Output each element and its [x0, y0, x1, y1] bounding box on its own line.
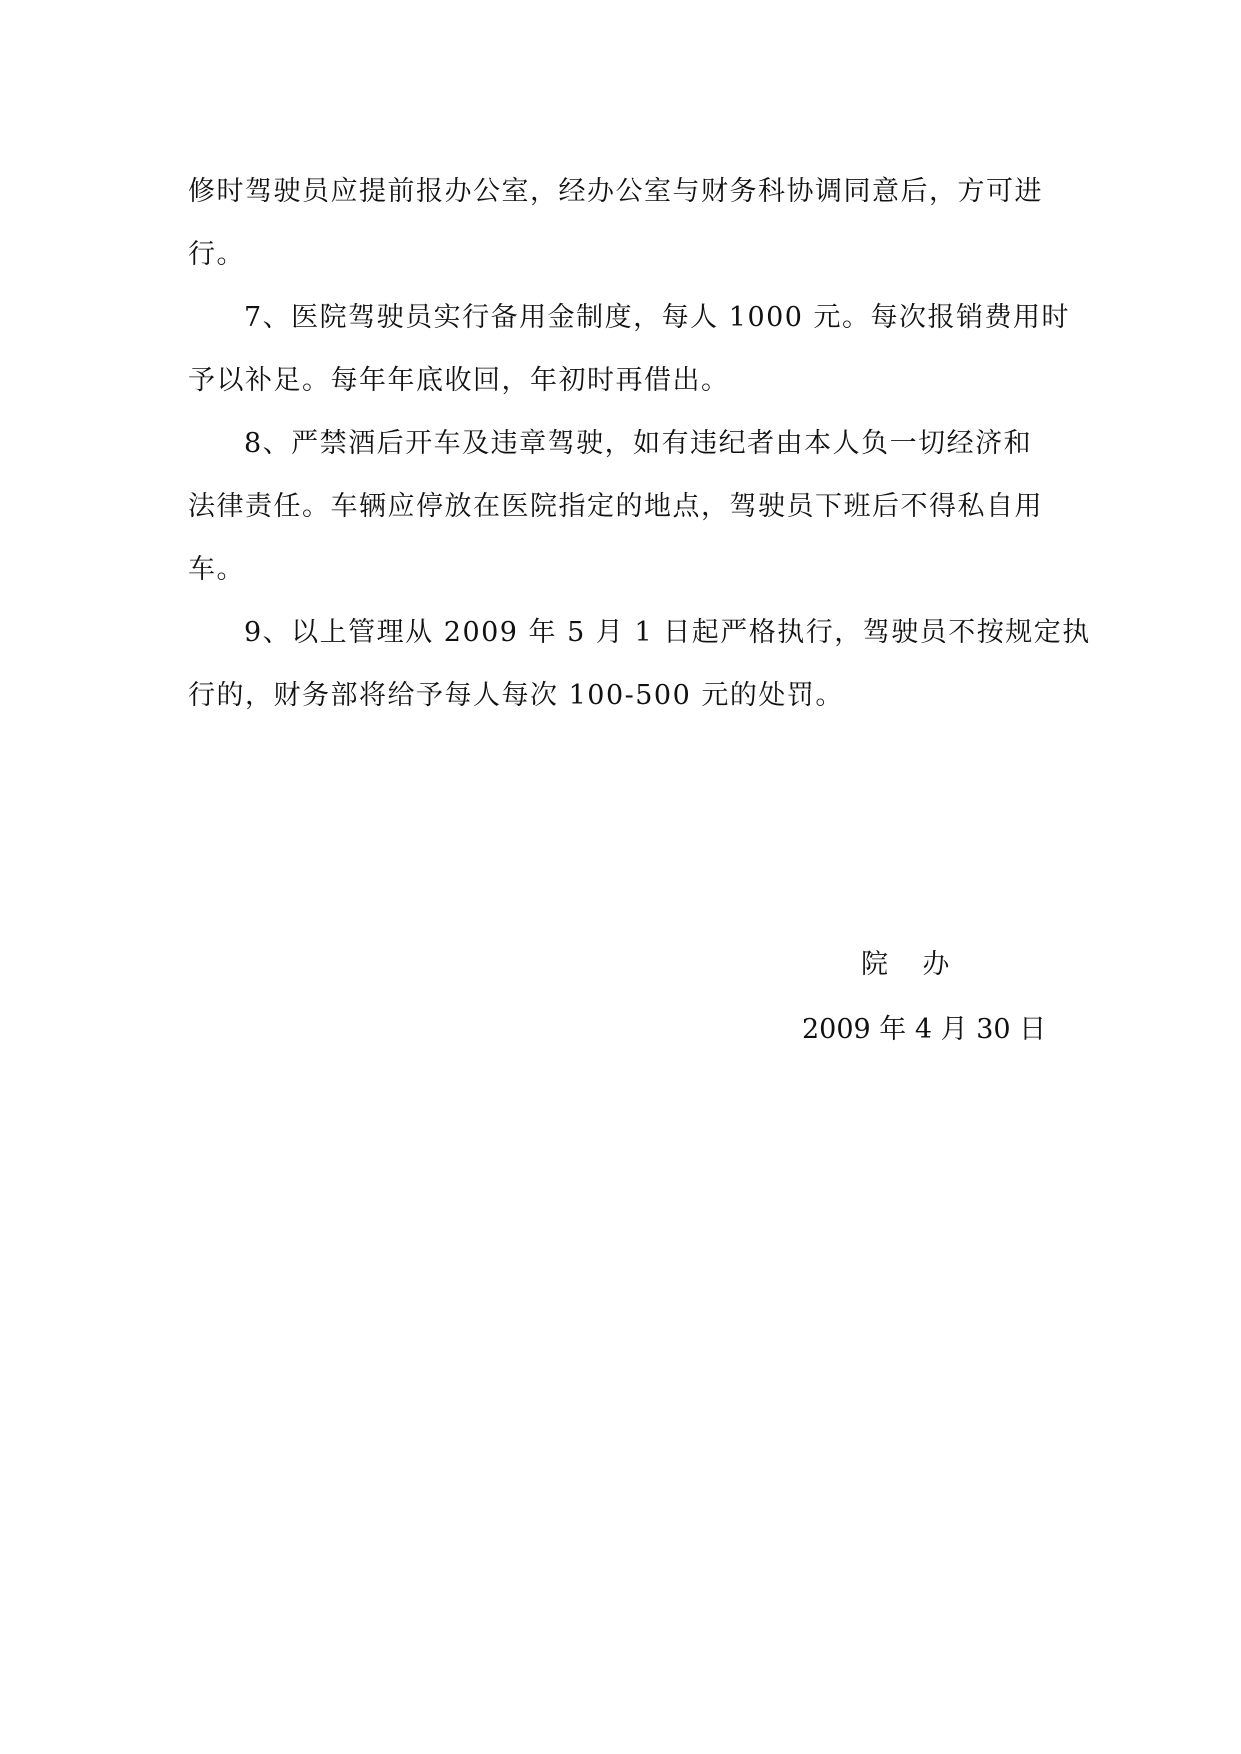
paragraph-line: 修时驾驶员应提前报办公室，经办公室与财务科协调同意后，方可进	[188, 176, 1043, 207]
paragraph-continuation	[188, 160, 1056, 286]
document-body	[188, 160, 1091, 727]
paragraph-item-9	[188, 601, 1091, 727]
paragraph-line: 9、以上管理从 2009 年 5 月 1 日起严格执行，驾驶员不按规定执	[244, 617, 1091, 648]
paragraph-line: 行的，财务部将给予每人每次 100-500 元的处罚。	[188, 680, 844, 711]
paragraph-line: 行。	[188, 239, 245, 270]
paragraph-line: 7、医院驾驶员实行备用金制度，每人 1000 元。每次报销费用时	[244, 302, 1071, 333]
signature-date: 2009 年 4 月 30 日	[802, 1014, 1047, 1045]
paragraph-line: 予以补足。每年年底收回，年初时再借出。	[188, 365, 730, 396]
paragraph-item-8	[188, 412, 1056, 601]
paragraph-line: 法律责任。车辆应停放在医院指定的地点，驾驶员下班后不得私自用	[188, 491, 1043, 522]
paragraph-line: 车。	[188, 554, 245, 585]
paragraph-item-7	[188, 286, 1071, 412]
paragraph-line: 8、严禁酒后开车及违章驾驶，如有违纪者由本人负一切经济和	[244, 428, 1033, 459]
signature-department: 院 办	[861, 949, 950, 980]
